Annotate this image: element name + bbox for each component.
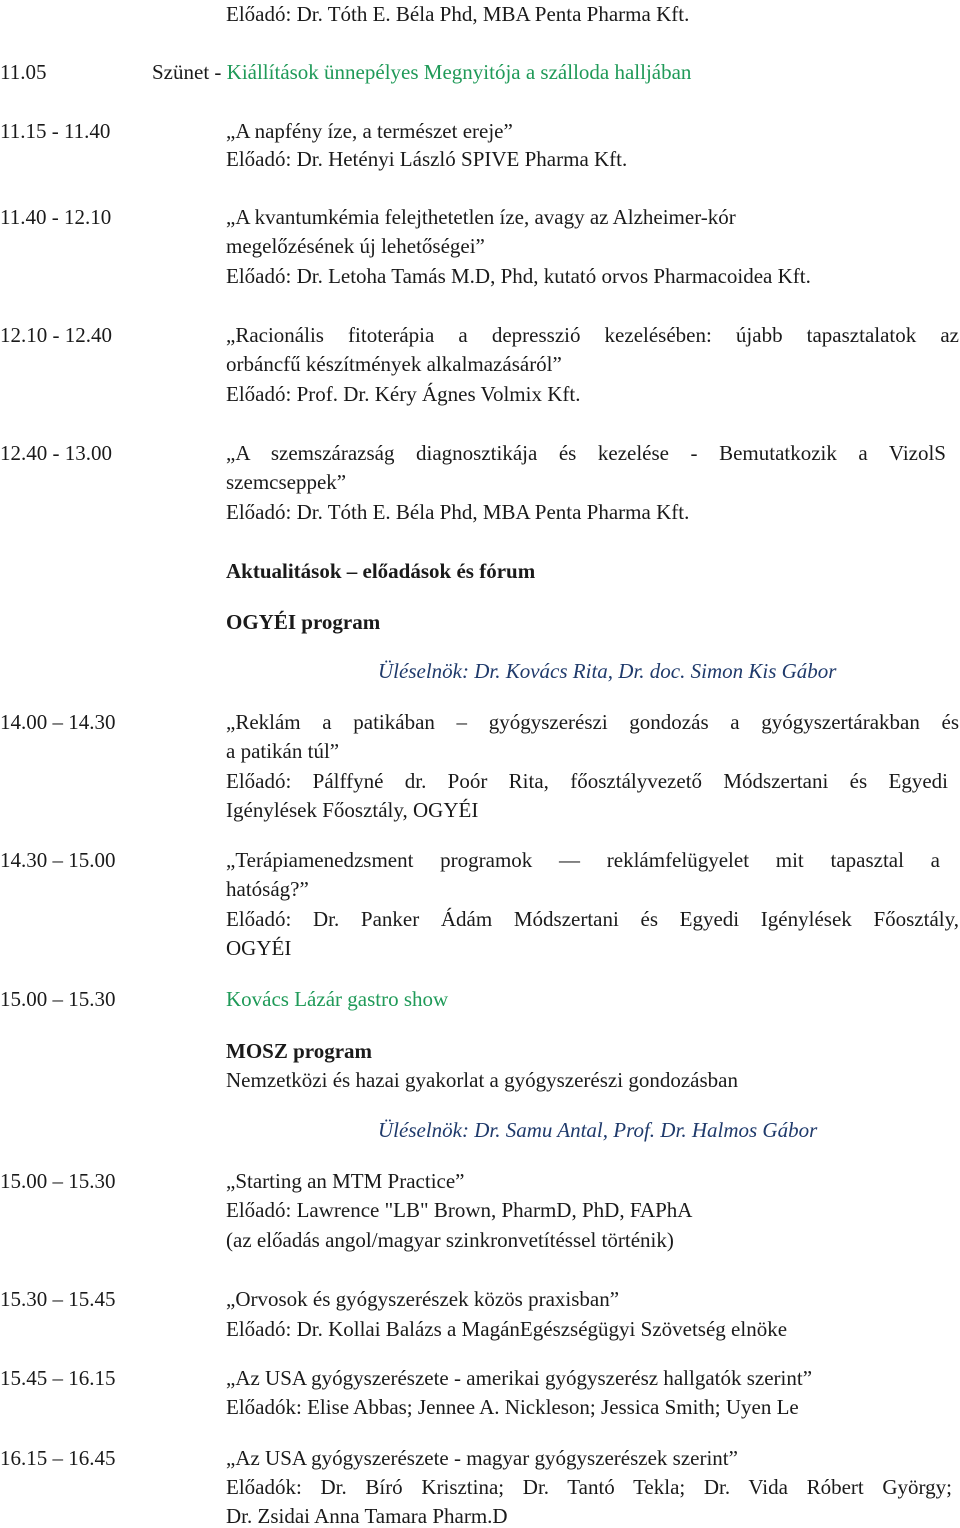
speaker-line: Igénylések Főosztály, OGYÉI <box>226 798 479 822</box>
talk-title <box>226 441 946 465</box>
speaker-line <box>226 1475 952 1499</box>
talk-title <box>226 710 959 734</box>
speaker-line <box>226 769 948 793</box>
talk-title: „A kvantumkémia felejthetetlen íze, avagy az Alzheimer-kór <box>226 205 736 229</box>
time-slot: 16.15 – 16.45 <box>0 1446 116 1470</box>
speaker-line: Előadó: Dr. Tóth E. Béla Phd, MBA Penta Pharma Kft. <box>226 500 690 524</box>
time-slot: 11.40 - 12.10 <box>0 205 112 229</box>
speaker-line: OGYÉI <box>226 936 292 960</box>
time-slot: 12.10 - 12.40 <box>0 323 112 347</box>
time-slot: 15.45 – 16.15 <box>0 1366 116 1390</box>
program-subtitle: Nemzetközi és hazai gyakorlat a gyógyszerészi gondozásban <box>226 1068 738 1092</box>
talk-note: (az előadás angol/magyar szinkronvetítéssel történik) <box>226 1228 674 1252</box>
speaker-line: Dr. Zsidai Anna Tamara Pharm.D <box>226 1504 508 1528</box>
time-slot: 15.00 – 15.30 <box>0 1169 116 1193</box>
talk-title-text: „Racionális fitoterápia a depresszió kezelésében: újabb tapasztalatok az <box>226 323 959 347</box>
time-slot: 11.05 <box>0 60 47 84</box>
talk-title: megelőzésének új lehetőségei” <box>226 234 485 258</box>
time-slot: 11.15 - 11.40 <box>0 119 111 143</box>
speaker-line: Előadó: Dr. Letoha Tamás M.D, Phd, kutató orvos Pharmacoidea Kft. <box>226 264 811 288</box>
talk-title: a patikán túl” <box>226 739 340 763</box>
talk-title: „A napfény íze, a természet ereje” <box>226 119 513 143</box>
talk-title-text: „Reklám a patikában – gyógyszerészi gondozás a gyógyszertárakban és <box>226 710 959 734</box>
speaker-line: Előadó: Lawrence "LB" Brown, PharmD, PhD, FAPhA <box>226 1198 693 1222</box>
program-title: OGYÉI program <box>226 610 381 634</box>
speaker-text: Előadó: Dr. Panker Ádám Módszertani és Egyedi Igénylések Főosztály, <box>226 907 959 931</box>
talk-title: szemcseppek” <box>226 470 347 494</box>
talk-title-text: „Terápiamenedzsment programok –– reklámfelügyelet mit tapasztal a <box>226 848 940 872</box>
talk-title: „Az USA gyógyszerészete - amerikai gyógyszerész hallgatók szerint” <box>226 1366 813 1390</box>
talk-title: orbáncfű készítmények alkalmazásáról” <box>226 352 562 376</box>
talk-title: hatóság?” <box>226 877 309 901</box>
speaker-text: Előadók: Dr. Bíró Krisztina; Dr. Tantó Tekla; Dr. Vida Róbert György; <box>226 1475 952 1499</box>
talk-title-text: „A szemszárazság diagnosztikája és kezelése - Bemutatkozik a VizolS <box>226 441 946 465</box>
speaker-line: Előadók: Elise Abbas; Jennee A. Nickleson; Jessica Smith; Uyen Le <box>226 1395 799 1419</box>
section-header: Aktualitások – előadások és fórum <box>226 559 536 583</box>
talk-title <box>226 848 940 872</box>
session-chairs: Üléselnök: Dr. Kovács Rita, Dr. doc. Simon Kis Gábor <box>378 659 837 683</box>
talk-title <box>226 323 959 347</box>
program-highlight: Kovács Lázár gastro show <box>226 987 449 1011</box>
talk-title: „Orvosok és gyógyszerészek közös praxisban” <box>226 1287 620 1311</box>
break-prefix: Szünet - <box>152 60 227 84</box>
break-text <box>152 60 691 84</box>
speaker-line <box>226 907 959 931</box>
talk-title: „Starting an MTM Practice” <box>226 1169 465 1193</box>
break-highlight: Kiállítások ünnepélyes Megnyitója a szálloda halljában <box>226 60 692 84</box>
time-slot: 14.00 – 14.30 <box>0 710 116 734</box>
program-title: MOSZ program <box>226 1039 373 1063</box>
speaker-line: Előadó: Dr. Tóth E. Béla Phd, MBA Penta Pharma Kft. <box>226 2 690 26</box>
session-chairs: Üléselnök: Dr. Samu Antal, Prof. Dr. Halmos Gábor <box>378 1118 818 1142</box>
speaker-line: Előadó: Prof. Dr. Kéry Ágnes Volmix Kft. <box>226 382 581 406</box>
time-slot: 12.40 - 13.00 <box>0 441 112 465</box>
time-slot: 14.30 – 15.00 <box>0 848 116 872</box>
time-slot: 15.00 – 15.30 <box>0 987 116 1011</box>
speaker-line: Előadó: Dr. Kollai Balázs a MagánEgészségügyi Szövetség elnöke <box>226 1317 788 1341</box>
time-slot: 15.30 – 15.45 <box>0 1287 116 1311</box>
talk-title: „Az USA gyógyszerészete - magyar gyógyszerészek szerint” <box>226 1446 738 1470</box>
speaker-text: Előadó: Pálffyné dr. Poór Rita, főosztályvezető Módszertani és Egyedi <box>226 769 948 793</box>
speaker-line: Előadó: Dr. Hetényi László SPIVE Pharma Kft. <box>226 147 628 171</box>
